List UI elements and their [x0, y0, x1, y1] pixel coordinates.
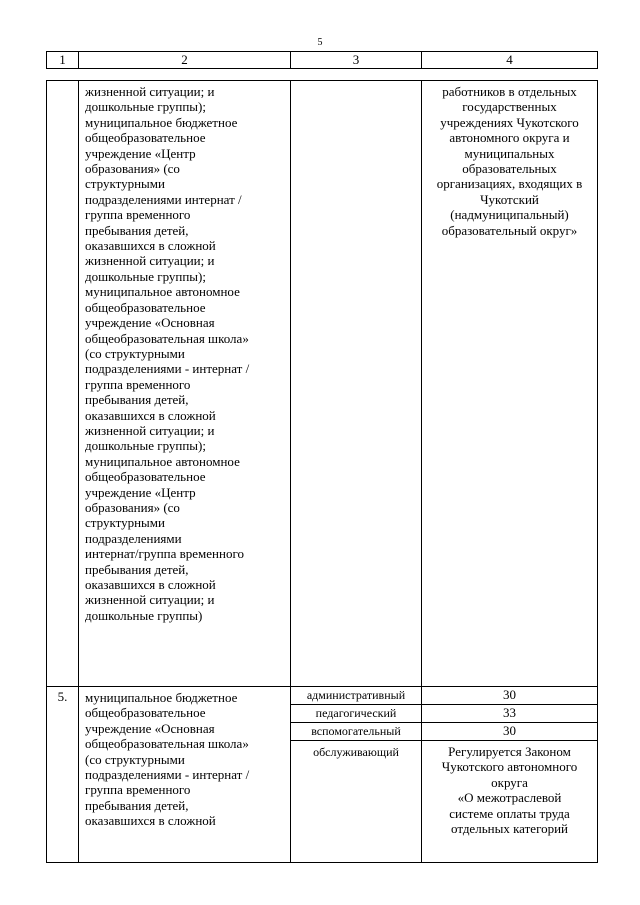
text-line: учреждениях Чукотского [440, 114, 579, 130]
text-line: образования» (со [85, 499, 180, 515]
staff-category-row [291, 705, 597, 723]
row1-regulation-cell [422, 81, 598, 687]
row2-institutions-text [79, 687, 290, 829]
row2-number: 5. [57, 689, 68, 704]
text-line: муниципальное бюджетное [85, 114, 238, 130]
text-line: автономного округа и [449, 130, 570, 146]
staff-category-row [291, 741, 597, 863]
staff-category-value: 30 [422, 687, 598, 705]
text-line: образования» (со [85, 161, 180, 177]
table-row [47, 687, 598, 863]
staff-category-name: вспомогательный [291, 723, 422, 741]
text-line: пребывания детей, [85, 797, 189, 813]
staff-category-regulation-text [426, 744, 593, 836]
row1-number-cell [47, 81, 79, 687]
text-line: жизненной ситуации; и [85, 84, 215, 99]
text-line: учреждение «Основная [85, 315, 215, 331]
staff-category-regulation [422, 741, 598, 863]
text-line: дошкольные группы); [85, 438, 206, 454]
text-line: структурными [85, 515, 165, 531]
text-line: пребывания детей, [85, 561, 189, 577]
text-line: отдельных категорий [450, 821, 568, 837]
header-col-3: 3 [291, 52, 422, 69]
text-line: общеобразовательное [85, 299, 206, 315]
text-line: пребывания детей, [85, 392, 189, 408]
text-line: Регулируется Законом [448, 744, 571, 759]
row1-category-cell [291, 81, 422, 687]
row1-institutions-cell [79, 81, 291, 687]
text-line: жизненной ситуации; и [85, 253, 215, 269]
staff-category-row [291, 723, 597, 741]
text-line: работников в отдельных [442, 84, 577, 99]
header-table [46, 51, 598, 69]
text-line: группа временного [85, 376, 191, 392]
row2-categories-cell [291, 687, 598, 863]
staff-category-value: 33 [422, 705, 598, 723]
text-line: подразделениями - интернат / [85, 767, 250, 783]
page-number: 5 [317, 37, 323, 48]
row2-number-cell [47, 687, 79, 863]
text-line: «О межотраслевой [457, 790, 562, 806]
text-line: муниципальное автономное [85, 284, 240, 300]
text-line: муниципальное бюджетное [85, 690, 238, 705]
text-line: оказавшихся в сложной [85, 238, 216, 254]
text-line: образовательный округ» [441, 222, 578, 238]
text-line: оказавшихся в сложной [85, 577, 216, 592]
text-line: учреждение «Основная [85, 720, 215, 736]
text-line: общеобразовательное [85, 469, 206, 485]
text-line: Чукотский [480, 191, 539, 207]
staff-category-name: педагогический [291, 705, 422, 723]
text-line: системе оплаты труда [449, 805, 570, 821]
text-line: дошкольные группы); [85, 268, 206, 284]
text-line: (надмуниципальный) [450, 207, 569, 223]
text-line: дошкольные группы) [85, 607, 203, 623]
staff-category-name: обслуживающий [291, 741, 422, 863]
row1-regulation-text [422, 81, 597, 238]
text-line: учреждение «Центр [85, 484, 196, 500]
staff-category-value: 30 [422, 723, 598, 741]
text-line: (со структурными [85, 345, 185, 361]
header-col-1: 1 [47, 52, 79, 69]
header-col-2: 2 [79, 52, 291, 69]
text-line: (со структурными [85, 751, 185, 767]
row2-institutions-cell [79, 687, 291, 863]
content-table [46, 80, 598, 863]
text-line: общеобразовательное [85, 130, 206, 146]
text-line: дошкольные группы); [85, 99, 206, 115]
text-line: подразделениями [85, 530, 182, 546]
row1-institutions-text [79, 81, 290, 623]
text-line: округа [491, 774, 528, 790]
staff-category-name: административный [291, 687, 422, 705]
text-line: структурными [85, 176, 165, 192]
text-line: муниципальное автономное [85, 453, 240, 469]
text-line: оказавшихся в сложной [85, 813, 216, 829]
text-line: жизненной ситуации; и [85, 422, 215, 438]
text-line: оказавшихся в сложной [85, 407, 216, 423]
header-col-4: 4 [422, 52, 598, 69]
text-line: подразделениями - интернат / [85, 361, 250, 377]
text-line: организациях, входящих в [436, 176, 583, 192]
text-line: группа временного [85, 782, 191, 798]
text-line: муниципальных [464, 145, 555, 161]
text-line: учреждение «Центр [85, 145, 196, 161]
text-line: жизненной ситуации; и [85, 592, 215, 608]
text-line: общеобразовательная школа» [85, 736, 249, 752]
text-line: пребывания детей, [85, 222, 189, 238]
text-line: Чукотского автономного [441, 759, 578, 775]
staff-categories-table [291, 687, 597, 862]
text-line: общеобразовательная школа» [85, 330, 249, 346]
row1-number [47, 81, 78, 83]
text-line: образовательных [462, 161, 557, 177]
text-line: государственных [462, 99, 557, 115]
staff-category-row [291, 687, 597, 705]
text-line: общеобразовательное [85, 705, 206, 721]
text-line: подразделениями интернат / [85, 191, 242, 207]
text-line: интернат/группа временного [85, 546, 244, 562]
header-row [47, 52, 598, 69]
table-row [47, 81, 598, 687]
text-line: группа временного [85, 207, 191, 223]
